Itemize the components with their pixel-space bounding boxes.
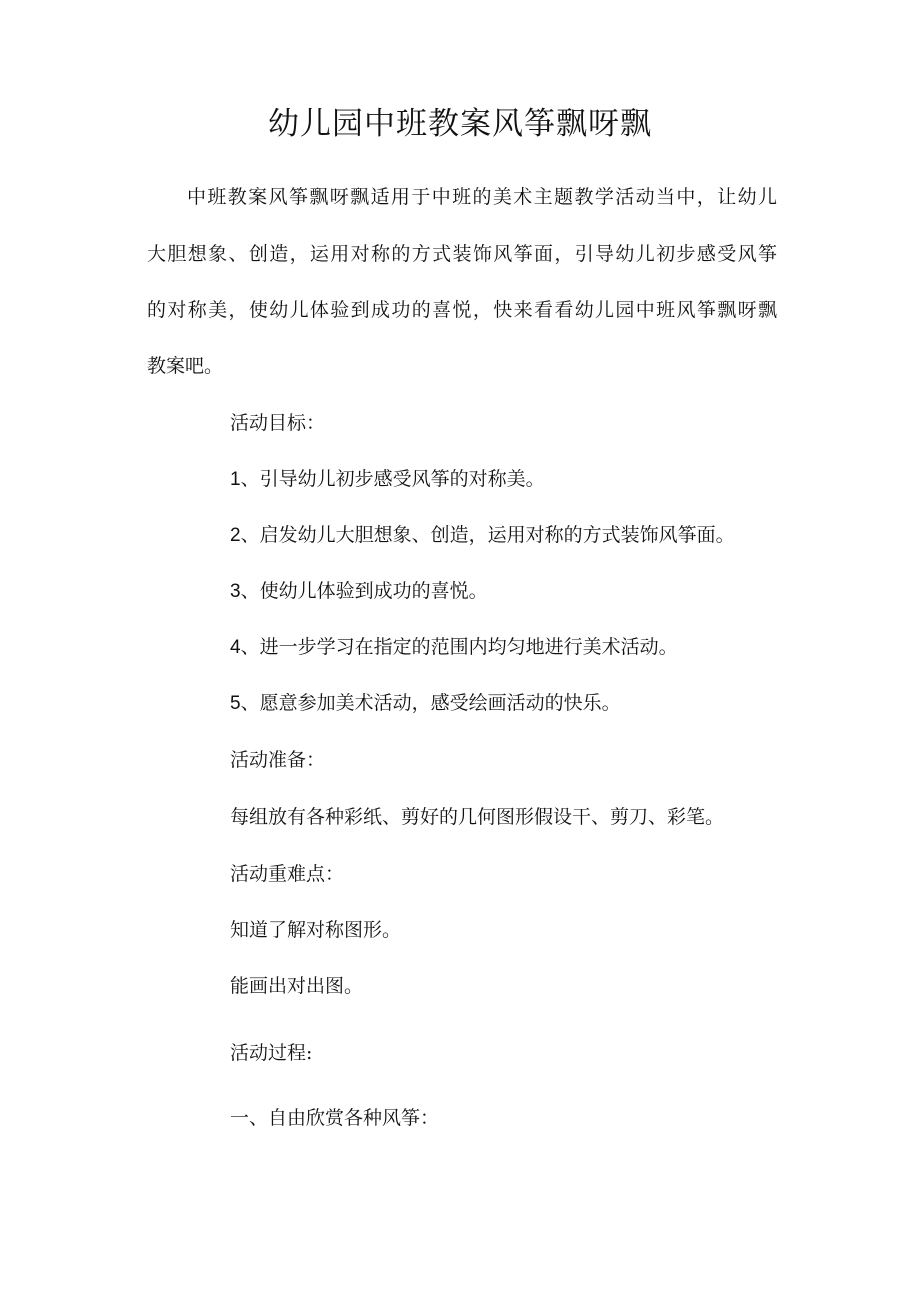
process-step-1: 一、自由欣赏各种风筝： <box>230 1107 440 1129</box>
goal-text: 、引导幼儿初步感受风筝的对称美。 <box>240 468 545 490</box>
goal-number: 4 <box>230 637 241 658</box>
goal-number: 2 <box>230 525 241 546</box>
intro-line-2: 大胆想象、创造，运用对称的方式装饰风筝面，引导幼儿初步感受风筝 <box>147 243 777 265</box>
goal-text: 、启发幼儿大胆想象、创造，运用对称的方式装饰风筝面。 <box>240 524 735 546</box>
intro-line-1: 中班教案风筝飘呀飘适用于中班的美术主题教学活动当中，让幼儿 <box>187 186 777 208</box>
key-point-1: 知道了解对称图形。 <box>230 919 402 941</box>
goal-text: 、愿意参加美术活动，感受绘画活动的快乐。 <box>240 692 621 714</box>
key-point-2: 能画出对出图。 <box>230 975 364 997</box>
goal-number: 3 <box>230 581 241 602</box>
key-heading: 活动重难点： <box>230 863 345 885</box>
goals-heading: 活动目标： <box>230 412 326 434</box>
goal-item-3 <box>230 578 488 605</box>
goal-number: 1 <box>230 469 241 490</box>
process-heading: 活动过程: <box>230 1042 313 1064</box>
goal-item-5 <box>230 690 621 717</box>
goal-item-4 <box>230 634 678 661</box>
intro-line-3: 的对称美，使幼儿体验到成功的喜悦，快来看看幼儿园中班风筝飘呀飘 <box>147 299 777 321</box>
goal-number: 5 <box>230 693 241 714</box>
goal-text: 、使幼儿体验到成功的喜悦。 <box>240 580 488 602</box>
prep-text: 每组放有各种彩纸、剪好的几何图形假设干、剪刀、彩笔。 <box>230 806 725 828</box>
prep-heading: 活动准备： <box>230 749 326 771</box>
goal-item-2 <box>230 522 735 549</box>
goal-item-1 <box>230 466 545 493</box>
document-title: 幼儿园中班教案风筝飘呀飘 <box>268 106 652 142</box>
intro-line-4: 教案吧。 <box>147 355 224 377</box>
goal-text: 、进一步学习在指定的范围内均匀地进行美术活动。 <box>240 636 678 658</box>
